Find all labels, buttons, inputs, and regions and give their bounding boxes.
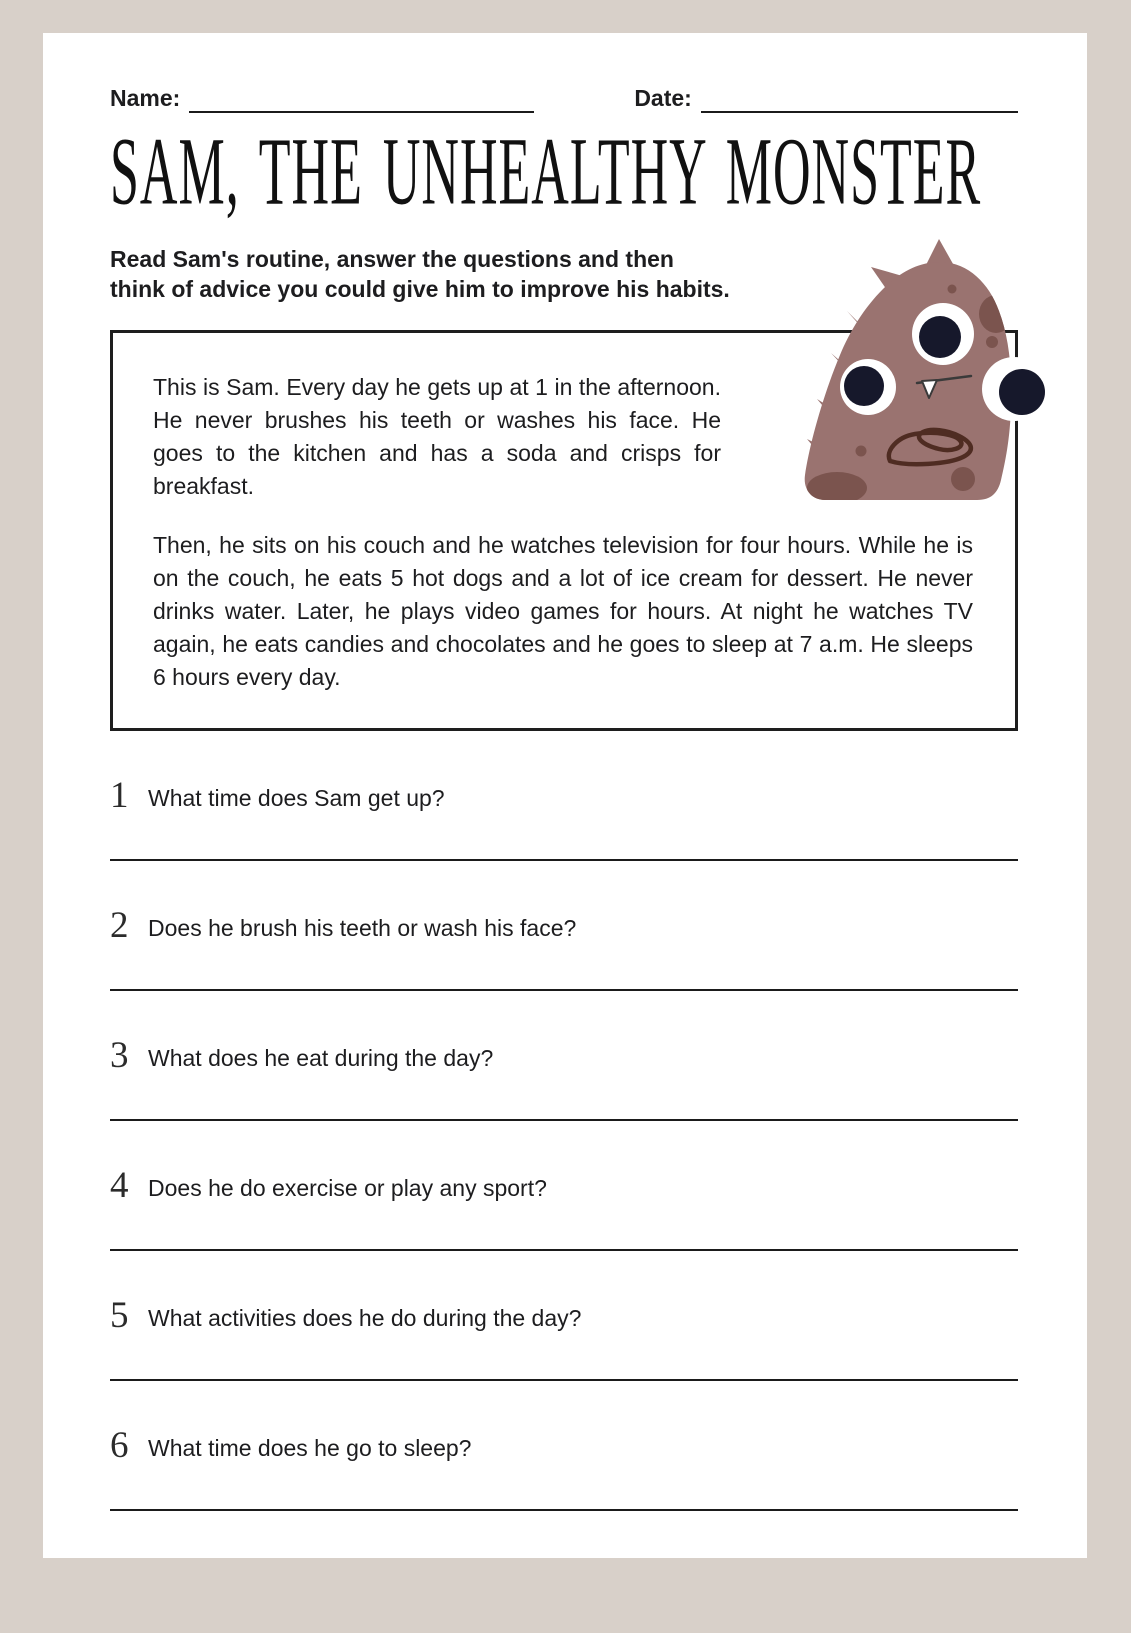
question-1-text: What time does Sam get up? (148, 785, 445, 811)
question-6-answer-line[interactable] (110, 1509, 1018, 1511)
questions-section (110, 775, 1018, 1511)
worksheet-title-text: SAM, THE UNHEALTHY MONSTER (110, 120, 982, 226)
question-2-answer-line[interactable] (110, 989, 1018, 991)
question-2 (110, 905, 1018, 991)
question-4 (110, 1165, 1018, 1251)
question-2-text: Does he brush his teeth or wash his face? (148, 915, 577, 941)
worksheet-page (43, 33, 1087, 1558)
question-6 (110, 1425, 1018, 1511)
question-3-text: What does he eat during the day? (148, 1045, 494, 1071)
question-4-answer-line[interactable] (110, 1249, 1018, 1251)
question-5-number: 5 (110, 1295, 129, 1336)
question-3 (110, 1035, 1018, 1121)
date-field (634, 85, 1018, 113)
instructions-line-2: think of advice you could give him to improve his habits. (110, 276, 730, 302)
question-3-number: 3 (110, 1035, 129, 1076)
question-4-text: Does he do exercise or play any sport? (148, 1175, 547, 1201)
question-5-text: What activities does he do during the day? (148, 1305, 582, 1331)
header-row (110, 85, 1018, 113)
instructions-line-1: Read Sam's routine, answer the questions and then (110, 246, 674, 272)
question-5-answer-line[interactable] (110, 1379, 1018, 1381)
question-1-answer-line[interactable] (110, 859, 1018, 861)
question-6-number: 6 (110, 1425, 129, 1466)
question-1-number: 1 (110, 775, 129, 816)
worksheet-frame (0, 33, 1131, 1633)
name-blank-line[interactable] (189, 85, 534, 113)
date-blank-line[interactable] (701, 85, 1018, 113)
monster-body (805, 239, 1011, 500)
question-2-number: 2 (110, 905, 129, 946)
question-4-number: 4 (110, 1165, 129, 1206)
question-6-text: What time does he go to sleep? (148, 1435, 472, 1461)
sam-monster-illustration (795, 237, 1048, 507)
question-3-answer-line[interactable] (110, 1119, 1018, 1121)
passage-paragraph-1: This is Sam. Every day he gets up at 1 in the afternoon. He never brushes his teeth or washes his face. He goes to the kitchen and has a soda and crisps for breakfast. (153, 374, 721, 499)
name-field (110, 85, 534, 113)
name-label: Name: (110, 85, 181, 111)
date-label: Date: (634, 85, 692, 111)
question-5 (110, 1295, 1018, 1381)
question-1 (110, 775, 1018, 861)
worksheet-title (110, 120, 1018, 226)
passage-paragraph-2: Then, he sits on his couch and he watches television for four hours. While he is on the couch, he eats 5 hot dogs and a lot of ice cream for dessert. He never drinks water. Later, he plays video games for hours. At night he watches TV again, he eats candies and chocolates and he goes to sleep at 7 a.m. He sleeps 6 hours every day. (153, 532, 973, 690)
